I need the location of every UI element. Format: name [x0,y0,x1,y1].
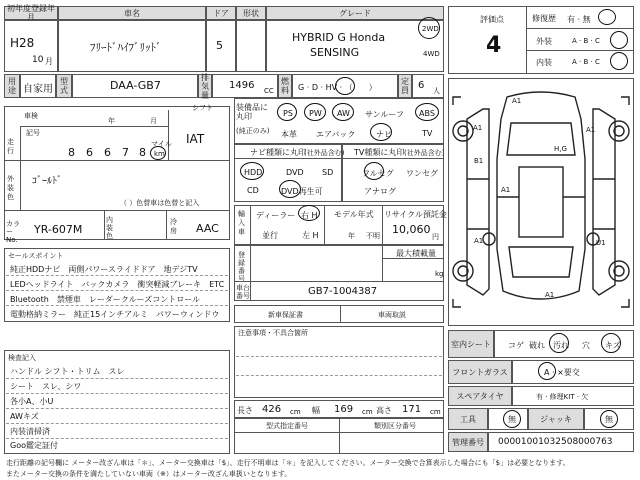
use-label: 用途 [4,74,20,98]
divider [6,438,228,439]
mileage-digit-5: 8 [139,146,146,159]
mileage-digit-3: 6 [104,146,111,159]
exterior-grades: A · B · C [572,37,600,45]
drive-2wd-circle [418,17,440,39]
sheet-yabure: 破れ [529,341,545,350]
doors-value: 5 [216,39,223,52]
spare-label: スペアタイヤ [448,386,512,406]
reg-no-label: 登録番号 [238,251,245,283]
exterior-label: 外装色 [7,175,14,201]
divider [382,245,383,281]
divider [250,205,251,245]
divider [324,205,325,245]
selling-point-line: LEDヘッドライト バックカメラ 衝突軽減ブレーキ ETC [10,280,225,289]
inspector-line: シート スレ、シワ [10,382,82,391]
divider [382,205,383,245]
divider [339,418,340,454]
mgmt-number: 00001001032508000763 [498,437,613,447]
color-note: （ ）色替車は色替と記入 [120,199,200,207]
divider [234,432,444,433]
jack-label: ジャッキ [528,408,584,430]
damage-mark: A1 [512,97,522,105]
jack-none-circle [600,410,618,428]
model-year-era: 年 [348,232,355,240]
divider [236,356,442,357]
tools-label: 工具 [448,408,488,430]
equip-aw: AW [337,109,350,118]
divider [6,378,228,379]
divider [6,290,228,291]
car-name: ﾌﾘｰﾄﾞﾊｲﾌﾞﾘｯﾄﾞ [90,41,162,54]
type-cert-label: 型式指定番号 [266,422,308,430]
divider [6,275,228,276]
unit-mile: マイル [151,140,172,148]
inspection-label: 車検 [24,112,38,120]
selling-point-line: 純正HDDナビ 両側パワースライドドア 地デジTV [10,265,198,274]
divider [250,245,251,301]
equip-navi-circle [370,123,392,141]
unit-km: km [154,150,165,158]
record-label: 記号 [26,129,40,137]
equip-pw-circle [304,103,326,121]
length-unit: cm [290,408,301,416]
divider [340,305,341,323]
tv-fullseg: フルセグ [362,169,394,178]
exterior-c-circle [610,31,628,49]
equip-ps-circle [277,103,297,121]
navi-dvd: DVD [286,168,304,177]
cc-unit: CC [264,87,274,95]
shift-value: IAT [186,132,205,146]
tv-label: TV種類に丸印 [354,148,405,157]
fuel-options: G · D · HV · （ ） [298,83,377,92]
displacement-value: 1496 [229,80,255,91]
reg-month-unit: 月 [45,57,53,66]
mgmt-label: 管理番号 [448,432,488,452]
unit-km-circle [150,146,166,160]
equipment-sub: (純正のみ) [236,127,270,135]
damage-mark: A1 [474,237,484,245]
divider [4,210,230,211]
sheet-yogore: 汚れ [553,341,569,350]
length-value: 426 [262,404,282,415]
travel-label: 走行 [7,138,14,155]
interior-grades: A · B · C [572,58,600,66]
width-label: 幅 [312,406,320,415]
divider [526,50,634,51]
inspector-line: 各小A、小U [10,397,54,406]
height-unit: cm [430,408,441,416]
divider [6,305,228,306]
grade-label: グレード [266,6,444,20]
divider [20,126,168,127]
inspection-year-unit: 年 [108,117,115,125]
equip-sunroof: サンルーフ [365,110,404,119]
equip-ps: PS [283,109,293,118]
new-warranty-label: 新車保証書 [268,311,303,319]
tv-analog: アナログ [364,187,396,196]
warranty-block [234,305,444,323]
equip-navi: ナビ [376,130,392,139]
front-glass-a-circle [538,362,556,380]
equip-leather: 本革 [281,130,297,139]
import-right-hand: 右 H [301,211,318,220]
person-unit: 人 [433,87,440,95]
model-year-label: モデル年式 [334,210,374,219]
equip-abs-circle [415,103,439,121]
divider [236,375,442,376]
exterior-grade-label: 外装 [536,37,552,46]
import-left-hand: 左 H [302,231,319,240]
width-value: 169 [334,404,354,415]
height-value: 171 [402,404,422,415]
drive-2wd: 2WD [422,25,439,33]
divider [104,210,105,240]
height-label: 高さ [376,406,392,415]
front-glass-label: フロントガラス [448,360,512,384]
navi-label: ナビ種類に丸印 [250,148,306,157]
ac-value: AAC [196,222,219,235]
score-label: 評価点 [480,15,504,24]
jack-value: 無 [605,415,613,424]
drive-4wd: 4WD [423,50,440,58]
divider [6,393,228,394]
inspection-month-unit: 月 [150,117,157,125]
sheet-yogore-circle [549,333,569,353]
damage-mark: A1 [501,186,511,194]
interior-c-circle [610,52,628,70]
score-value: 4 [486,33,502,58]
ac-label: 冷房 [170,218,177,235]
equip-pw: PW [309,109,322,118]
inspector-line: AWキズ [10,412,39,421]
width-unit: cm [362,408,373,416]
equipment-label: 装備品に丸印 [236,103,268,121]
equip-abs: ABS [419,109,435,118]
sheet-ana: 穴 [582,341,590,350]
inspector-line: Goo鑑定証付 [10,441,58,450]
capacity-label: 定員 [398,74,412,98]
divider [6,423,228,424]
navi-sd: SD [322,168,334,177]
repair-none-circle [598,9,616,25]
color-no: YR-607M [34,223,83,236]
recycle-label: リサイクル預託金 [384,210,447,219]
divider [382,258,444,259]
max-load-label: 最大積載量 [396,249,436,258]
damage-mark: U1 [596,239,606,247]
mileage-digit-2: 6 [86,146,93,159]
navi-dvd-play: DVD再生可 [281,187,323,196]
tv-fullseg-circle [364,162,384,180]
selling-points-label: セールスポイント [8,252,64,260]
interior-grade-label: 内装 [536,58,552,67]
kg-unit: kg [435,270,444,278]
reg-month: 10 [32,55,44,65]
type-label: 型式 [56,74,72,98]
front-glass-options: A · ×要交 [544,368,580,377]
shift-label: シフト [192,104,213,112]
displacement-label: 排気量 [198,74,212,98]
interior-color-label: 内装色 [106,216,113,240]
equip-airbag: エアバック [316,130,356,139]
import-dealer: ディーラー [256,211,296,220]
divider [526,28,634,29]
navi-cd: CD [247,186,259,195]
inspector-line: ハンドル シフト・トリム スレ [10,367,125,376]
navi-sub: (社外品含む) [304,149,345,157]
sheet-koge: コゲ [508,341,524,350]
tv-sub: (社外品含む) [404,149,445,157]
doors-label: ドア [206,6,236,20]
divider [6,408,228,409]
divider [166,210,167,240]
divider [168,110,169,160]
length-label: 長さ [237,406,253,415]
shape-cell [236,20,266,72]
exterior-color: ｺﾞｰﾙﾄﾞ [32,176,62,187]
tv-oneseg: ワンセグ [406,169,438,178]
repair-label: 修復歴 [532,14,556,23]
damage-mark: H,G [554,145,567,153]
use-value: 自家用 [23,84,53,95]
interior-sheet-label: 室内シート [448,330,494,358]
import-parallel: 並行 [262,231,278,240]
equip-aw-circle [332,103,354,121]
grade-line1: HYBRID G Honda [292,31,386,44]
sheet-kizu-circle [601,333,621,353]
car-name-label: 車名 [58,6,206,20]
divider [20,126,21,160]
fuel-hv-circle [335,77,355,95]
model-code: DAA-GB7 [110,79,161,92]
shape-label: 形状 [236,6,266,20]
footer-line2: またメーター交換の条件を満たしていない車両（※）はメーター改ざん車扱いとなります。 [6,470,292,478]
reg-year-label: 初年度登録年月 [4,6,58,20]
selling-point-line: 電動格納ミラー 純正15インチアルミ パワーウィンドウ [10,310,220,319]
equip-tv: TV [422,129,433,138]
damage-mark: A1 [473,124,483,132]
recycle-value: 10,060 [392,223,431,236]
divider [234,281,444,282]
damage-mark: A1 [545,291,555,299]
divider [4,160,230,161]
footer-line1: 走行距離の記号欄に メーター改ざん車は「＊」、メーター交換車は「$」、走行不明車は「＊」を記入してください。メーター交換で合算表示した場合にも「$」は必要となります。 [6,459,570,467]
car-diagram-svg [449,79,633,325]
import-label: 輸入車 [238,210,245,236]
sheet-kizu: キズ [605,341,621,350]
divider [20,160,21,210]
frame-label: 車台番号 [236,284,250,300]
navi-dvd-play-circle [279,180,301,198]
color-code-label: カラーNo. [6,220,20,244]
tools-value: 無 [508,415,516,424]
grade-line2: SENSING [310,46,360,59]
damage-mark: A1 [586,126,596,134]
capacity-value: 6 [418,80,425,91]
damage-mark: B1 [474,157,484,165]
model-year-unknown: 不明 [366,232,380,240]
fuel-label: 燃料 [278,74,292,98]
navi-hdd: HDD [244,168,263,177]
spare-options: 有 · 修理KIT · 欠 [536,393,589,401]
mileage-digit-4: 7 [122,146,129,159]
selling-point-line: Bluetooth 禁煙車 レーダークルーズコントロール [10,295,201,304]
import-right-hand-circle [298,205,320,221]
mileage-digit-1: 8 [68,146,75,159]
manual-label: 車両取説 [378,311,406,319]
notes-label: 注意事項・不具合箇所 [238,329,308,337]
car-diagram [448,78,634,326]
divider [526,6,527,74]
inspector-label: 検査記入 [8,354,36,362]
class-label: 類別区分番号 [374,422,416,430]
repair-options: 有 · 無 [567,15,591,24]
tools-none-circle [503,410,521,428]
inspector-line: 内装清掃済 [10,427,50,436]
frame-no: GB7-1004387 [308,286,378,297]
yen-unit: 円 [432,233,439,241]
navi-hdd-circle [240,162,264,180]
reg-era-year: H28 [10,36,35,50]
